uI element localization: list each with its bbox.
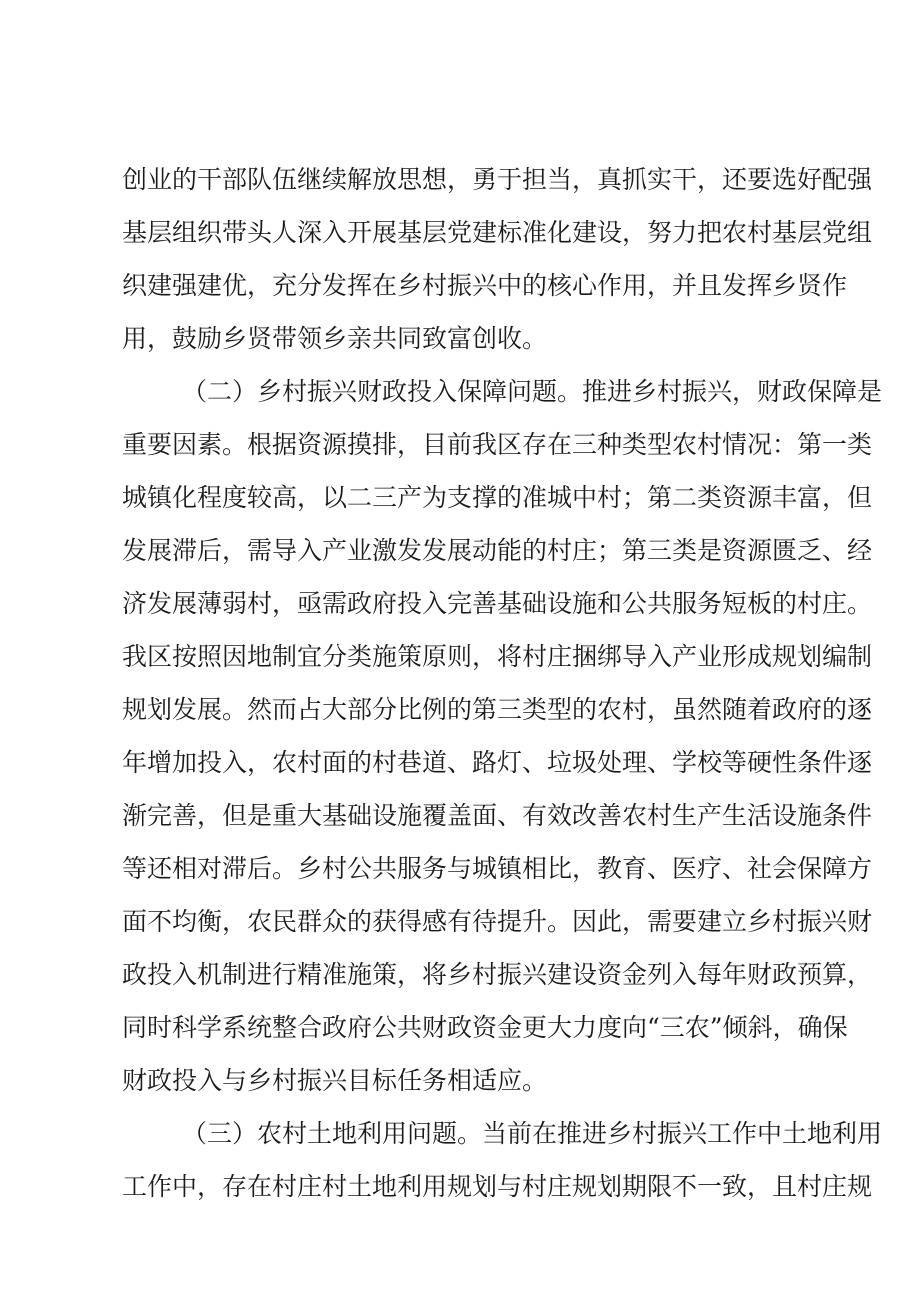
text-line: 政投入机制进行精准施策，将乡村振兴建设资金列入每年财政预算， [122,960,873,989]
text-line: 用，鼓励乡贤带领乡亲共同致富创收。 [122,324,548,353]
text-line: 济发展薄弱村，亟需政府投入完善基础设施和公共服务短板的村庄。 [122,589,873,618]
section-heading-line: （二）乡村振兴财政投入保障问题。推进乡村振兴，财政保障是 [182,377,883,406]
text-line: 织建强建优，充分发挥在乡村振兴中的核心作用，并且发挥乡贤作 [122,271,848,300]
section-heading-line: （三）农村土地利用问题。当前在推进乡村振兴工作中土地利用 [182,1119,883,1148]
text-line: 面不均衡，农民群众的获得感有待提升。因此，需要建立乡村振兴财 [122,907,873,936]
text-line: 重要因素。根据资源摸排，目前我区存在三种类型农村情况：第一类 [122,430,873,459]
text-line: 城镇化程度较高，以二三产为支撑的准城中村；第二类资源丰富，但 [122,483,873,512]
text-line: 创业的干部队伍继续解放思想，勇于担当，真抓实干，还要选好配强 [122,165,873,194]
text-line: 规划发展。然而占大部分比例的第三类型的农村，虽然随着政府的逐 [122,695,873,724]
text-line: 等还相对滞后。乡村公共服务与城镇相比，教育、医疗、社会保障方 [122,854,873,883]
text-line: 财政投入与乡村振兴目标任务相适应。 [122,1066,548,1095]
text-line: 基层组织带头人深入开展基层党建标准化建设，努力把农村基层党组 [122,218,873,247]
text-line: 渐完善，但是重大基础设施覆盖面、有效改善农村生产生活设施条件 [122,801,873,830]
text-line: 我区按照因地制宜分类施策原则，将村庄捆绑导入产业形成规划编制 [122,642,873,671]
text-line: 年增加投入，农村面的村巷道、路灯、垃圾处理、学校等硬性条件逐 [122,748,873,777]
text-line: 发展滞后，需导入产业激发发展动能的村庄；第三类是资源匮乏、经 [122,536,873,565]
text-line: 工作中，存在村庄村土地利用规划与村庄规划期限不一致，且村庄规 [122,1172,873,1201]
text-line: 同时科学系统整合政府公共财政资金更大力度向“三农”倾斜，确保 [122,1013,848,1042]
